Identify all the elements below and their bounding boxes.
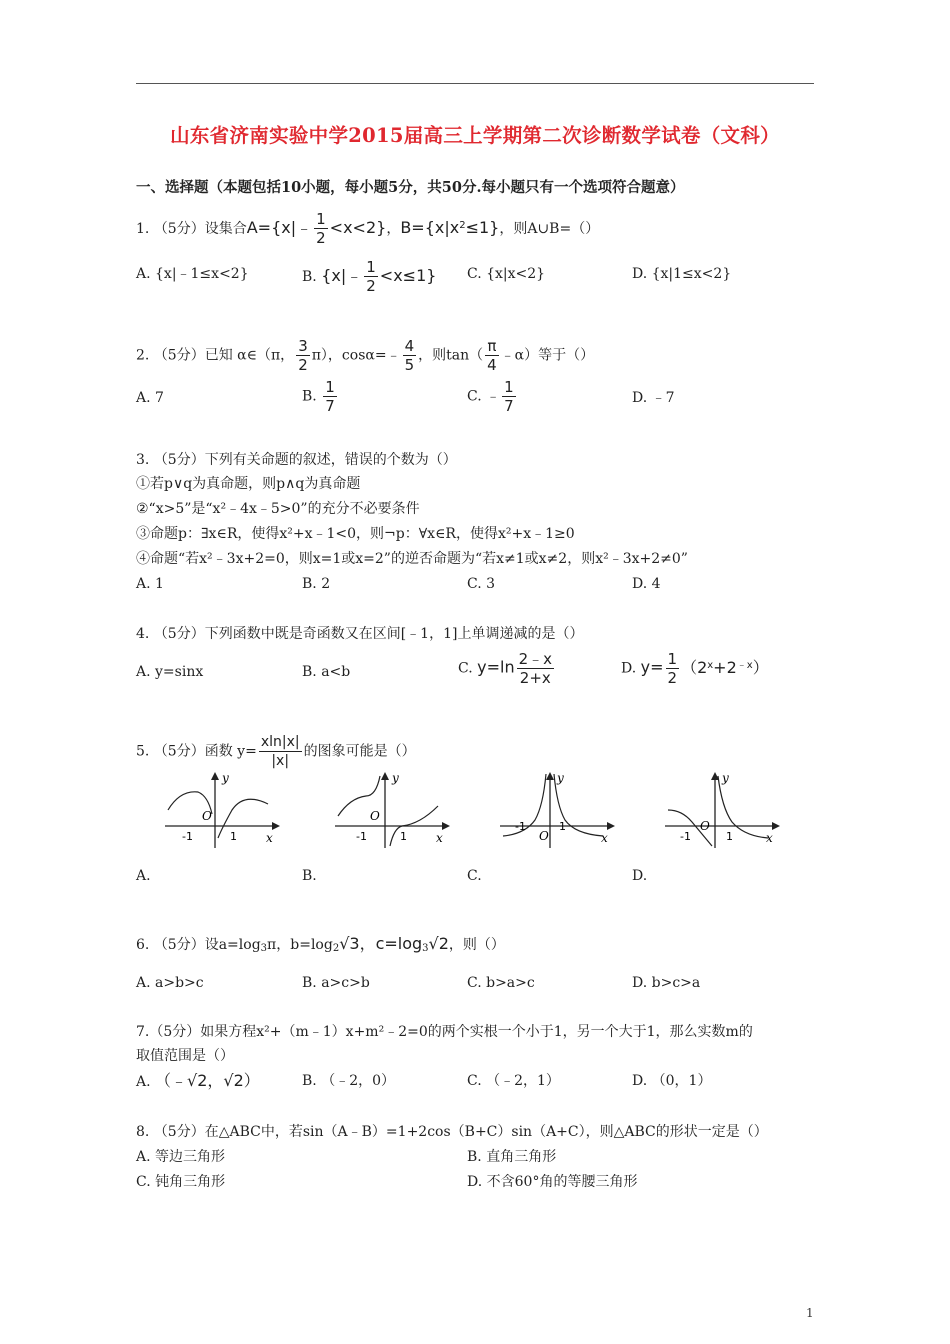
q4-option-b: B. a<b	[302, 664, 351, 680]
svg-text:O: O	[202, 809, 212, 823]
q6-option-c: C. b>a>c	[467, 975, 535, 991]
q3-stem: 3. （5分）下列有关命题的叙述，错误的个数为（）	[136, 452, 457, 468]
svg-text:1: 1	[726, 830, 733, 843]
q1-stem: 1. （5分）设集合A={x|﹣ $\frac{1}{2}$ <x<2}，$B=\{x|x^2\le 1\}$，则A∪B=（）	[136, 210, 600, 247]
svg-text:y: y	[722, 771, 729, 785]
q3-option-b: B. 2	[302, 576, 331, 592]
q1-half-fraction: $\frac{1}{2}$	[316, 210, 326, 247]
section-heading: 一、选择题（本题包括10小题，每小题5分，共50分.每小题只有一个选项符合题意）	[136, 179, 685, 196]
svg-text:x: x	[601, 831, 608, 845]
svg-text:y: y	[222, 771, 229, 785]
svg-text:x: x	[266, 831, 273, 845]
q8-option-a: A. 等边三角形	[136, 1149, 226, 1165]
q1-option-b: B. {x|﹣ $\frac{1}{2}$ <x≤1}	[302, 258, 437, 295]
q2-option-d: D. ﹣7	[632, 390, 675, 406]
svg-text:-1: -1	[356, 830, 367, 843]
q8-stem: 8. （5分）在△ABC中，若sin（A﹣B）=1+2cos（B+C）sin（A+C），则△ABC的形状一定是（）	[136, 1124, 768, 1140]
q6-option-b: B. a>c>b	[302, 975, 370, 991]
q6-option-a: A. a>b>c	[136, 975, 204, 991]
svg-text:1: 1	[559, 820, 566, 833]
q1-set-a-right: <x<2}	[329, 218, 387, 237]
q5-option-d: D.	[632, 868, 648, 884]
q3-option-d: D. 4	[632, 576, 661, 592]
q2-stem: 2. （5分）已知 α∈（π， $\frac{3}{2}$ π），cosα=﹣ $\frac{4}{5}$ ，则tan（ $\frac{\pi}{4}$ ﹣α）等于（）	[136, 337, 595, 374]
q1-option-a: A. {x|﹣1≤x<2}	[136, 266, 249, 282]
svg-text:O: O	[370, 809, 380, 823]
q1-pre: 1. （5分）设集合	[136, 221, 247, 237]
q6-stem: 6. （5分）设a=log3π，b=log2√3，c=log3√2，则（）	[136, 934, 505, 954]
svg-text:1: 1	[400, 830, 407, 843]
q5-option-a: A.	[136, 868, 151, 884]
q5-stem: 5. （5分）函数 y= $\frac{xln|x|}{|x|}$ 的图象可能是（）	[136, 734, 416, 769]
q1-option-c: C. {x|x<2}	[467, 266, 546, 282]
q4-option-c: C. y=ln $\frac{2﹣x}{2+x}$	[458, 650, 553, 687]
svg-text:O: O	[539, 829, 549, 843]
q7-option-d: D. （0，1）	[632, 1073, 712, 1089]
page-number: 1	[806, 1306, 814, 1320]
q2-option-b: B. $\frac{1}{7}$	[302, 378, 335, 415]
q7-option-c: C. （﹣2，1）	[467, 1073, 560, 1089]
q5-option-b: B.	[302, 868, 317, 884]
graph-d	[660, 770, 780, 850]
q1-set-a-left: A={x|﹣	[246, 218, 313, 237]
q3-statement-1: ①若p∨q为真命题，则p∧q为真命题	[136, 476, 361, 492]
page-title: 山东省济南实验中学2015届高三上学期第二次诊断数学试卷（文科）	[170, 124, 780, 147]
q7-option-a: A. （﹣√2，√2）	[136, 1071, 260, 1090]
q1-option-d: D. {x|1≤x<2}	[632, 266, 732, 282]
q4-option-a: A. y=sinx	[136, 664, 204, 680]
q8-option-b: B. 直角三角形	[467, 1149, 557, 1165]
q3-statement-4: ④命题“若x²﹣3x+2=0，则x=1或x=2”的逆否命题为“若x≠1或x≠2，则x²﹣3x+2≠0”	[136, 551, 688, 567]
svg-text:x: x	[436, 831, 443, 845]
svg-text:-1: -1	[680, 830, 691, 843]
q8-option-c: C. 钝角三角形	[136, 1174, 226, 1190]
q1-post: ，则A∪B=（）	[499, 221, 600, 237]
svg-text:O: O	[700, 819, 710, 833]
q3-statement-3: ③命题p：∃x∈R，使得x²+x﹣1<0，则¬p：∀x∈R，使得x²+x﹣1≥0	[136, 526, 575, 542]
q5-option-c: C.	[467, 868, 482, 884]
header-rule	[136, 83, 814, 84]
graph-b	[330, 770, 450, 850]
q3-option-a: A. 1	[136, 576, 164, 592]
q7-stem: 7.（5分）如果方程x²+（m﹣1）x+m²﹣2=0的两个实根一个小于1，另一个大于1，那么实数m的	[136, 1024, 753, 1040]
svg-text:x: x	[766, 831, 773, 845]
svg-text:-1: -1	[182, 830, 193, 843]
q1-set-b: B={x|x	[400, 218, 460, 237]
svg-text:1: 1	[230, 830, 237, 843]
q8-option-d: D. 不含60°角的等腰三角形	[467, 1174, 638, 1190]
q4-option-d: D. y= $\frac{1}{2}$ $(2^x+2^{﹣x})$	[621, 650, 769, 687]
q7-option-b: B. （﹣2，0）	[302, 1073, 396, 1089]
q7-stem-2: 取值范围是（）	[136, 1048, 234, 1064]
svg-text:-1: -1	[515, 820, 526, 833]
graph-c	[495, 770, 615, 850]
svg-text:y: y	[392, 771, 399, 785]
q2-option-a: A. 7	[136, 390, 164, 406]
graph-a	[160, 770, 280, 850]
q3-option-c: C. 3	[467, 576, 496, 592]
q6-option-d: D. b>c>a	[632, 975, 701, 991]
q2-option-c: C. ﹣ $\frac{1}{7}$	[467, 378, 514, 415]
q4-stem: 4. （5分）下列函数中既是奇函数又在区间[﹣1，1]上单调递减的是（）	[136, 626, 584, 642]
q3-statement-2: ②“x>5”是“x²﹣4x﹣5>0”的充分不必要条件	[136, 501, 420, 517]
svg-text:y: y	[557, 771, 564, 785]
